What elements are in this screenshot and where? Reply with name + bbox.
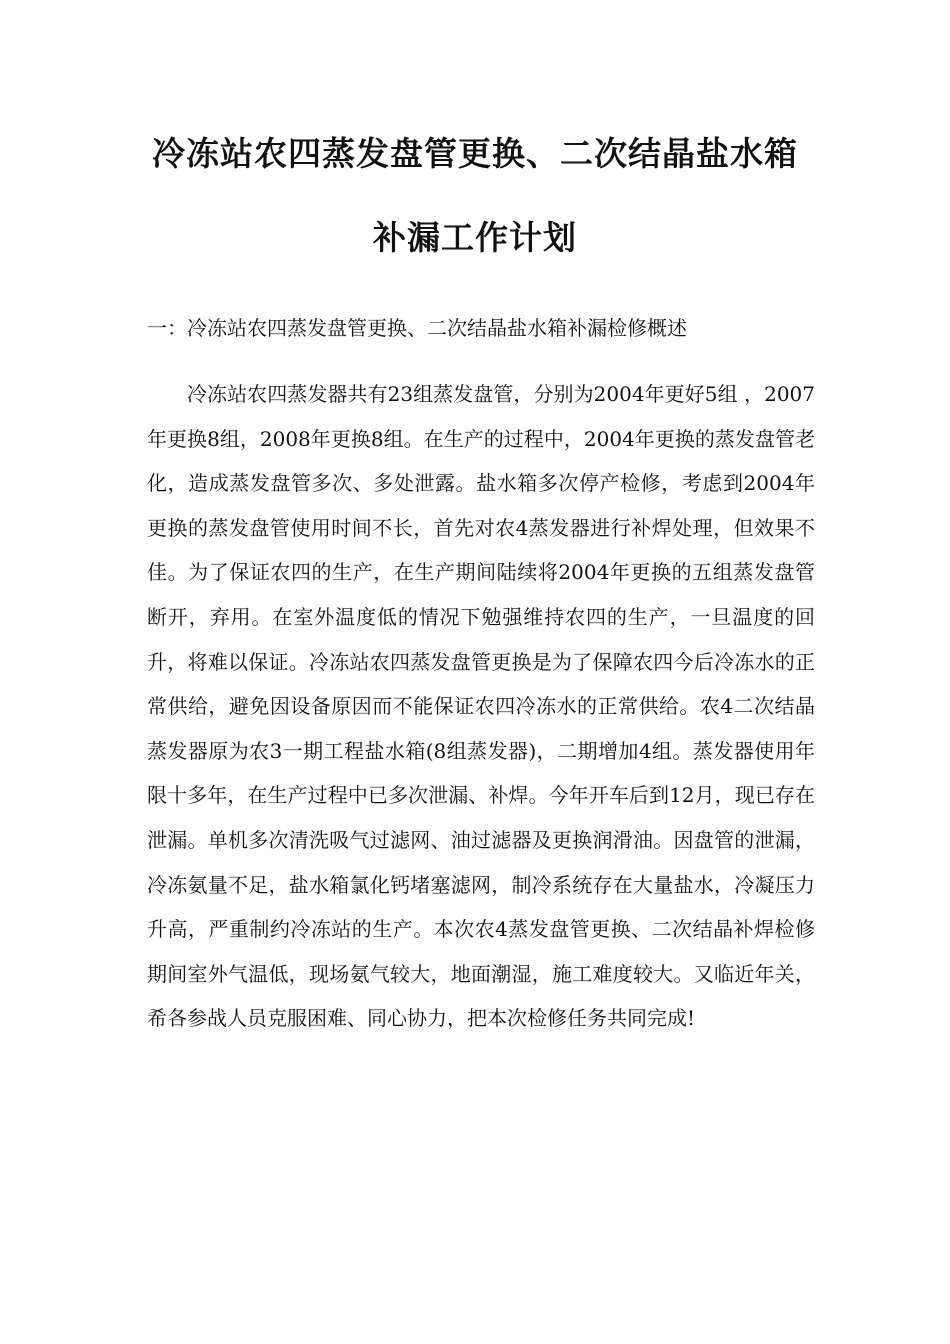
body-paragraph: 冷冻站农四蒸发器共有23组蒸发盘管，分别为2004年更好5组 ，2007年更换8组，2008年更换8组。在生产的过程中，2004年更换的蒸发盘管老化，造成蒸发盘管多次、多处泄露。盐水箱多次停产检修，考虑到2004年更换的蒸发盘管使用时间不长，首先对农4蒸发器进行补焊处理，但效果不佳。为了保证农四的生产，在生产期间陆续将2004年更换的五组蒸发盘管断开，弃用。在室外温度低的情况下勉强维持农四的生产，一旦温度的回升，将难以保证。冷冻站农四蒸发盘管更换是为了保障农四今后冷冻水的正常供给，避免因设备原因而不能保证农四冷冻水的正常供给。农4二次结晶蒸发器原为农3一期工程盐水箱(8组蒸发器)，二期增加4组。蒸发器使用年限十多年，在生产过程中已多次泄漏、补焊。今年开车后到12月，现已存在泄漏。单机多次清洗吸气过滤网、油过滤器及更换润滑油。因盘管的泄漏，冷冻氨量不足，盐水箱氯化钙堵塞滤网，制冷系统存在大量盐水，冷凝压力升高，严重制约冷冻站的生产。本次农4蒸发盘管更换、二次结晶补焊检修期间室外气温低，现场氨气较大，地面潮湿，施工难度较大。又临近年关，希各参战人员克服困难、同心协力，把本次检修任务共同完成!: [147, 382, 815, 1031]
section-heading: 一：冷冻站农四蒸发盘管更换、二次结晶盐水箱补漏检修概述: [147, 316, 687, 340]
document-title-line-1: 冷冻站农四蒸发盘管更换、二次结晶盐水箱: [152, 134, 798, 173]
document-title-line-2: 补漏工作计划: [373, 218, 577, 257]
